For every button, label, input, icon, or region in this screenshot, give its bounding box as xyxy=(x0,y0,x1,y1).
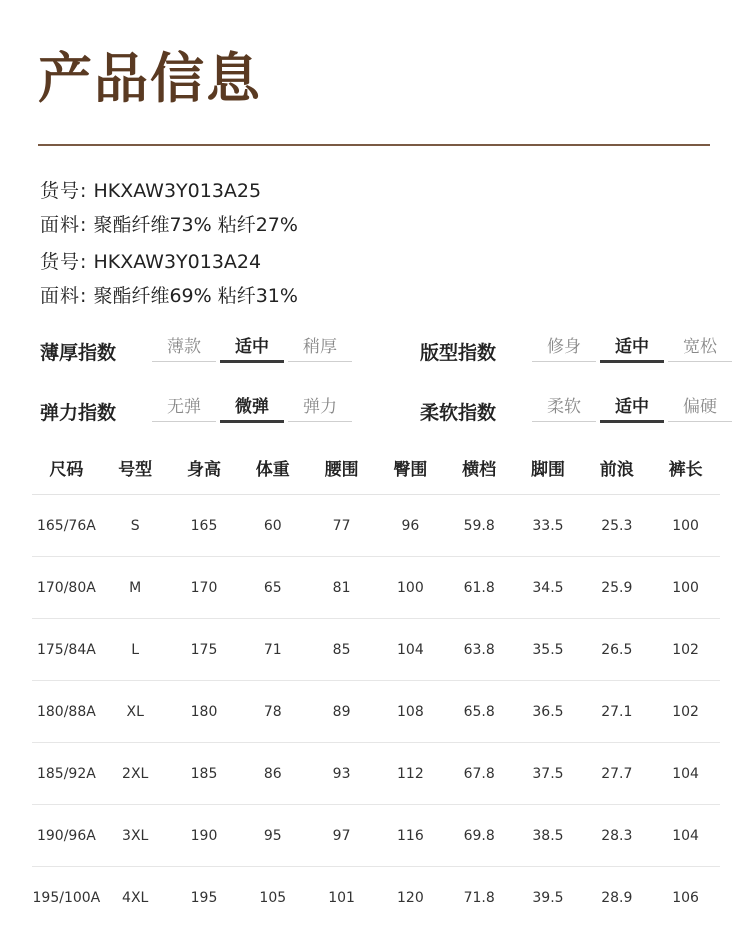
header-cell: 身高 xyxy=(170,440,239,495)
index-softness xyxy=(420,394,734,428)
page-title: 产品信息 xyxy=(38,47,262,110)
table-cell: 96 xyxy=(376,495,445,557)
table-cell: 65 xyxy=(238,557,307,619)
table-row xyxy=(32,619,720,681)
fabric-composition: 聚酯纤维73% 粘纤27% xyxy=(93,214,298,236)
table-cell: 170/80A xyxy=(32,557,101,619)
table-cell: 102 xyxy=(651,619,720,681)
index-elasticity xyxy=(40,394,354,428)
table-cell: 78 xyxy=(238,681,307,743)
table-cell: 37.5 xyxy=(514,743,583,805)
table-cell: 93 xyxy=(307,743,376,805)
table-cell: 185/92A xyxy=(32,743,101,805)
table-cell: L xyxy=(101,619,170,681)
index-option: 稍厚 xyxy=(286,334,354,368)
product-code: HKXAW3Y013A24 xyxy=(93,251,262,273)
table-cell: 95 xyxy=(238,805,307,867)
table-cell: 190 xyxy=(170,805,239,867)
index-label: 弹力指数 xyxy=(40,401,117,424)
table-cell: 165 xyxy=(170,495,239,557)
header-cell: 臀围 xyxy=(376,440,445,495)
header-cell: 体重 xyxy=(238,440,307,495)
table-cell: 86 xyxy=(238,743,307,805)
table-cell: 26.5 xyxy=(582,619,651,681)
header-cell: 号型 xyxy=(101,440,170,495)
table-cell: 25.9 xyxy=(582,557,651,619)
table-cell: 4XL xyxy=(122,889,149,906)
table-cell: 3XL xyxy=(101,805,170,867)
table-cell: 175/84A xyxy=(32,619,101,681)
table-cell: 89 xyxy=(307,681,376,743)
table-cell: 67.8 xyxy=(445,743,514,805)
fabric-label: 面料: xyxy=(40,285,88,307)
index-option: 薄款 xyxy=(150,334,218,368)
index-option: 修身 xyxy=(530,334,598,368)
size-table-header xyxy=(32,440,720,495)
table-cell: 180 xyxy=(170,681,239,743)
header-cell: 尺码 xyxy=(32,440,101,495)
table-row xyxy=(32,681,720,743)
index-option: 偏硬 xyxy=(666,394,734,428)
fabric-label: 面料: xyxy=(40,214,88,236)
table-cell: 100 xyxy=(651,495,720,557)
table-cell: 34.5 xyxy=(514,557,583,619)
index-option-selected: 适中 xyxy=(598,334,666,368)
table-cell: 112 xyxy=(376,743,445,805)
table-cell: 27.1 xyxy=(582,681,651,743)
code-label: 货号: xyxy=(40,251,88,273)
index-option: 柔软 xyxy=(530,394,598,428)
table-cell: 106 xyxy=(672,889,699,906)
table-row xyxy=(32,557,720,619)
table-cell: 36.5 xyxy=(514,681,583,743)
table-cell: 120 xyxy=(397,889,424,906)
table-cell: 81 xyxy=(307,557,376,619)
table-cell: 63.8 xyxy=(445,619,514,681)
header-cell: 前浪 xyxy=(582,440,651,495)
index-option: 无弹 xyxy=(150,394,218,428)
table-cell: 2XL xyxy=(101,743,170,805)
index-label: 柔软指数 xyxy=(420,401,497,424)
table-cell: 175 xyxy=(170,619,239,681)
table-cell: 69.8 xyxy=(445,805,514,867)
table-cell: 85 xyxy=(307,619,376,681)
table-cell: 71.8 xyxy=(463,889,495,906)
index-thickness xyxy=(40,334,354,368)
index-label: 版型指数 xyxy=(420,341,497,364)
header-cell: 腰围 xyxy=(307,440,376,495)
index-option: 宽松 xyxy=(666,334,734,368)
table-cell: 195/100A xyxy=(32,889,101,906)
fabric-composition: 聚酯纤维69% 粘纤31% xyxy=(93,285,298,307)
table-row xyxy=(32,805,720,867)
table-row xyxy=(32,867,720,929)
header-cell: 裤长 xyxy=(651,440,720,495)
table-cell: 100 xyxy=(376,557,445,619)
title-divider xyxy=(38,144,710,146)
table-cell: 195 xyxy=(190,889,218,906)
table-row xyxy=(32,495,720,557)
table-cell: 28.9 xyxy=(601,889,633,906)
table-cell: 165/76A xyxy=(32,495,101,557)
table-cell: 104 xyxy=(376,619,445,681)
table-cell: 25.3 xyxy=(582,495,651,557)
index-option-selected: 适中 xyxy=(218,334,286,368)
index-option-selected: 适中 xyxy=(598,394,666,428)
table-cell: 105 xyxy=(259,889,287,906)
table-cell: 170 xyxy=(170,557,239,619)
table-cell: 116 xyxy=(376,805,445,867)
product-code-line-1 xyxy=(40,176,261,203)
table-cell: 61.8 xyxy=(445,557,514,619)
table-cell: 190/96A xyxy=(32,805,101,867)
table-cell: 180/88A xyxy=(32,681,101,743)
table-cell: S xyxy=(101,495,170,557)
index-fit xyxy=(420,334,734,368)
table-cell: 71 xyxy=(238,619,307,681)
table-cell: 108 xyxy=(376,681,445,743)
code-label: 货号: xyxy=(40,180,88,202)
header-cell: 横档 xyxy=(445,440,514,495)
size-table xyxy=(32,440,720,928)
index-label: 薄厚指数 xyxy=(40,341,117,364)
table-cell: 185 xyxy=(170,743,239,805)
table-row xyxy=(32,743,720,805)
table-cell: 100 xyxy=(651,557,720,619)
table-cell: 33.5 xyxy=(514,495,583,557)
table-cell: 27.7 xyxy=(582,743,651,805)
table-cell: 104 xyxy=(651,743,720,805)
table-cell: 38.5 xyxy=(514,805,583,867)
table-cell: M xyxy=(101,557,170,619)
table-cell: 97 xyxy=(307,805,376,867)
header-cell: 脚围 xyxy=(514,440,583,495)
table-cell: 39.5 xyxy=(532,889,564,906)
table-cell: 102 xyxy=(651,681,720,743)
table-cell: 60 xyxy=(238,495,307,557)
product-code: HKXAW3Y013A25 xyxy=(93,180,262,202)
product-code-line-2 xyxy=(40,247,261,274)
table-cell: 28.3 xyxy=(582,805,651,867)
table-cell: 101 xyxy=(328,889,355,906)
table-cell: 59.8 xyxy=(445,495,514,557)
table-cell: XL xyxy=(101,681,170,743)
index-option-selected: 微弹 xyxy=(218,394,286,428)
table-cell: 35.5 xyxy=(514,619,583,681)
table-cell: 65.8 xyxy=(445,681,514,743)
table-cell: 77 xyxy=(307,495,376,557)
table-cell: 104 xyxy=(651,805,720,867)
fabric-line-2 xyxy=(40,281,298,308)
fabric-line-1 xyxy=(40,210,298,237)
index-option: 弹力 xyxy=(286,394,354,428)
